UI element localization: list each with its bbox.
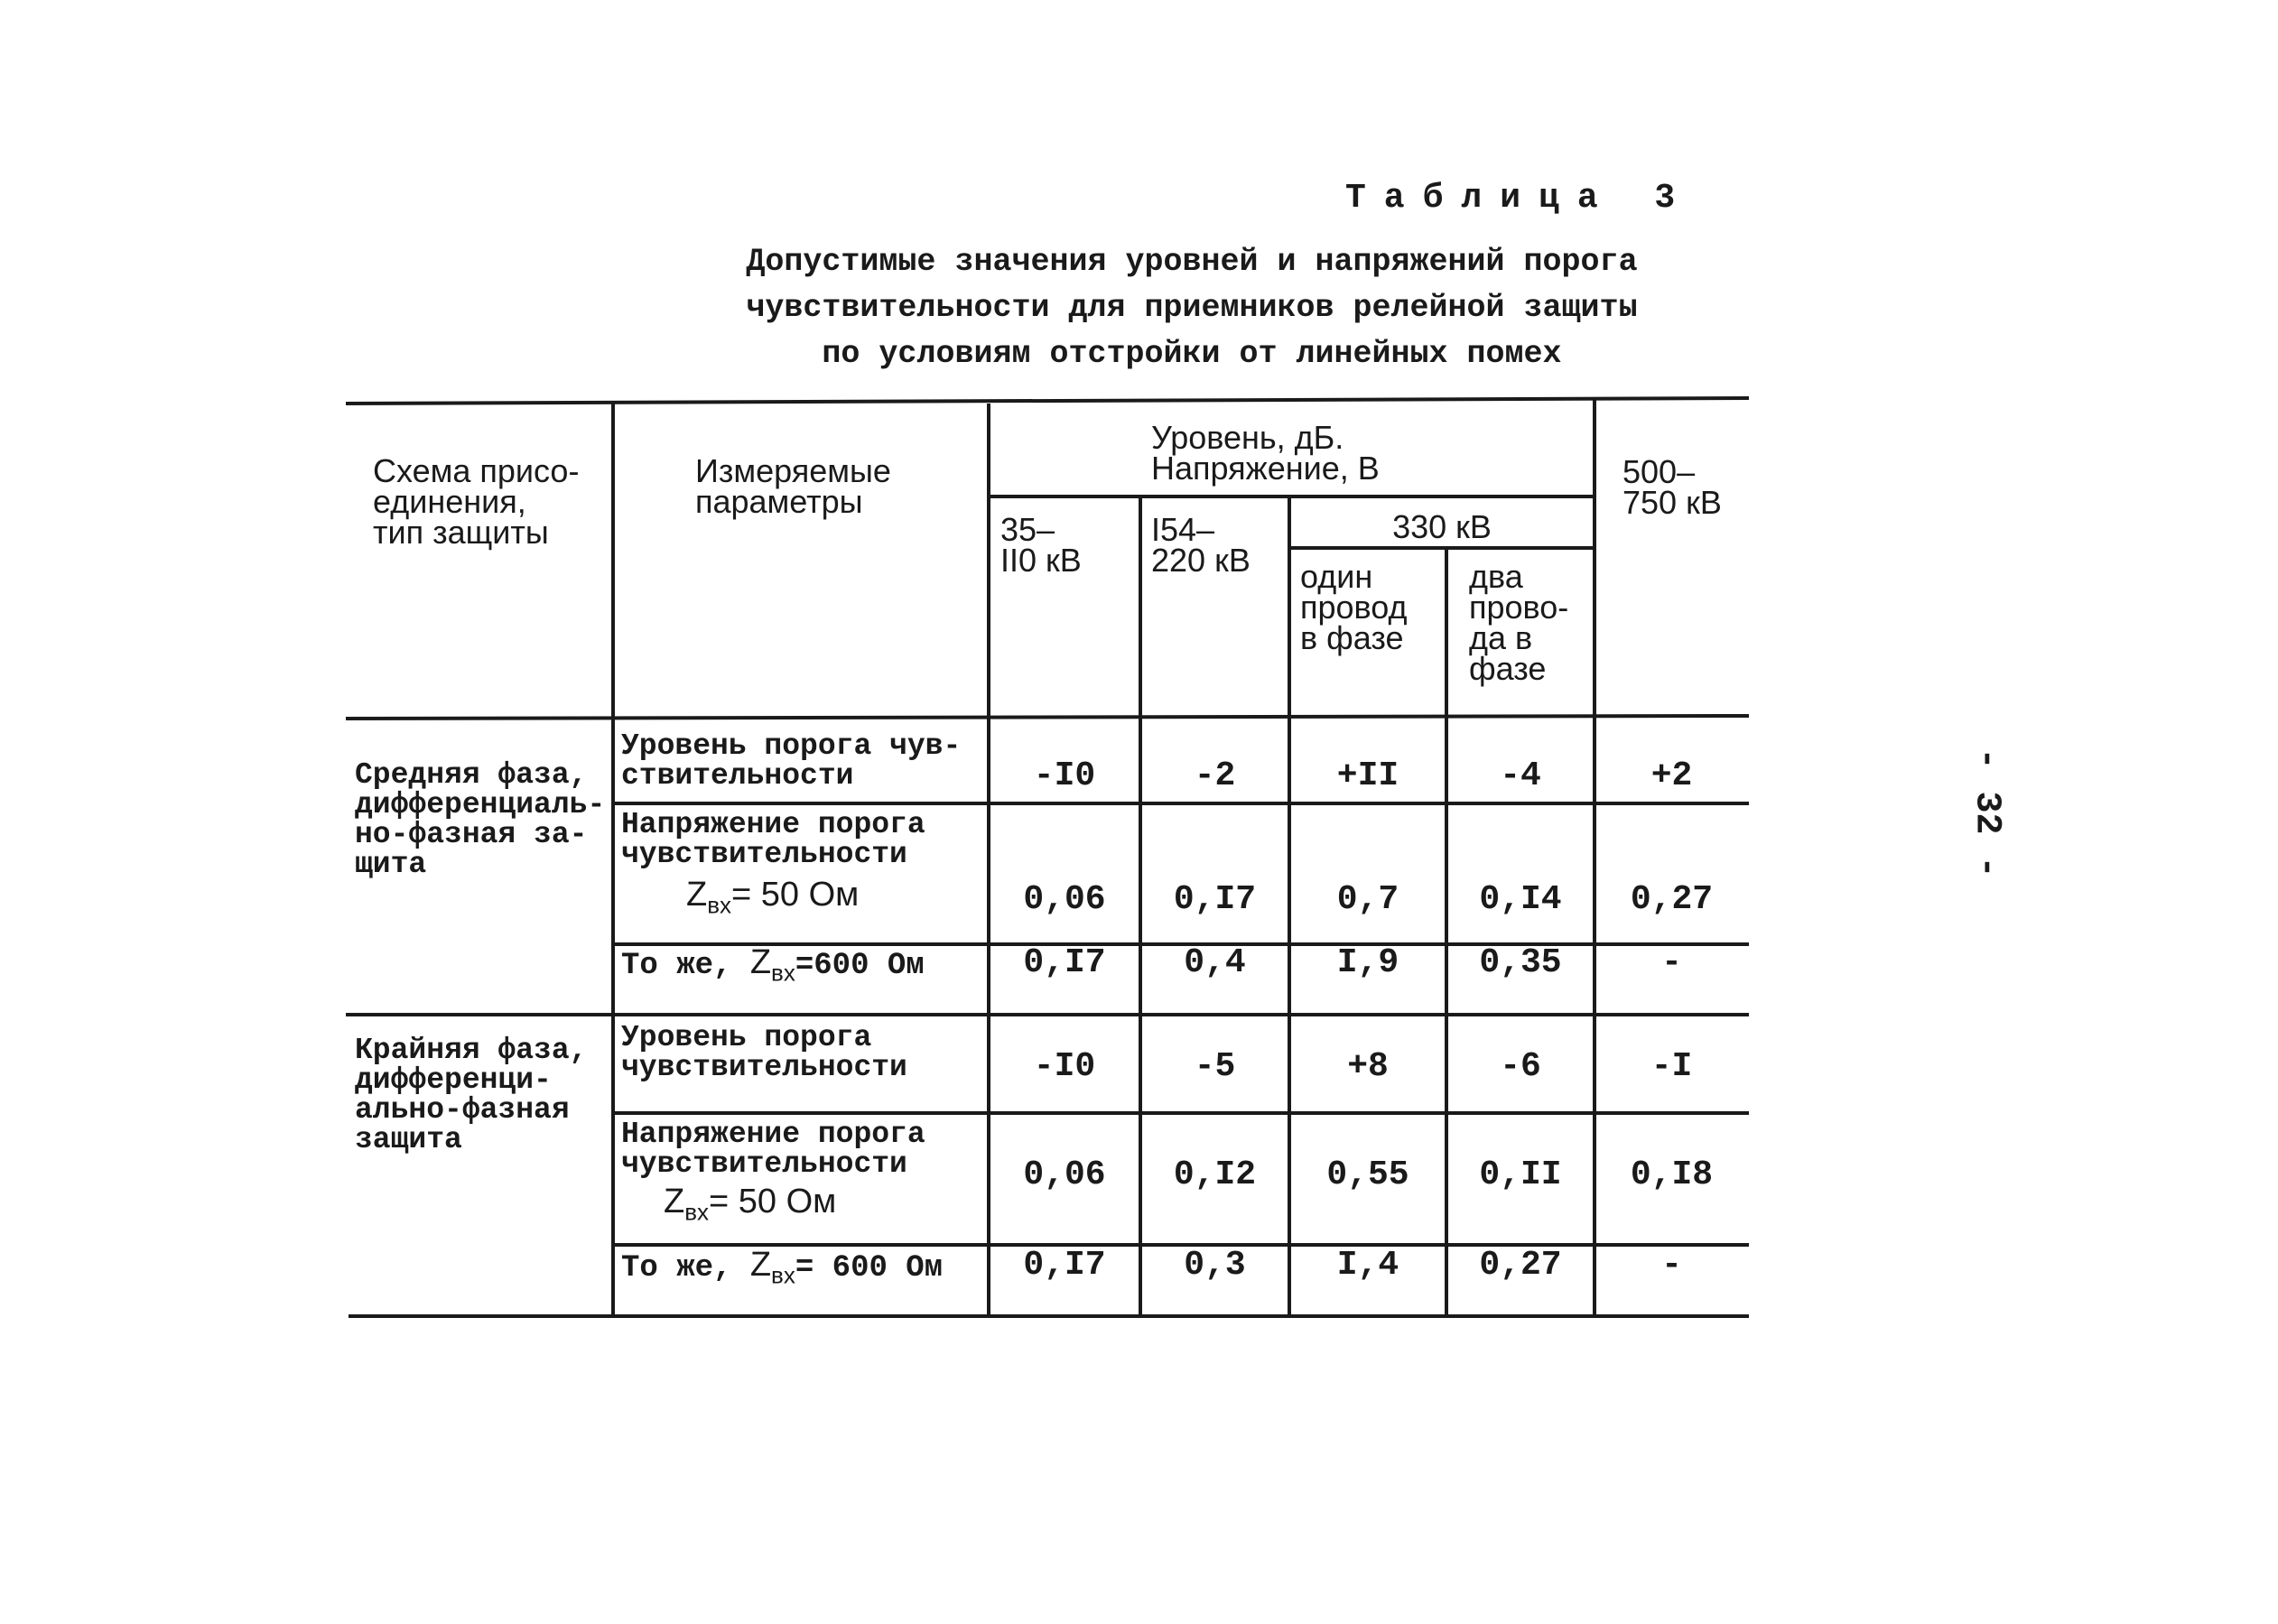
header-col-330: 330 кВ xyxy=(1392,508,1492,545)
row-param: Напряжение порога чувствительности xyxy=(621,1118,925,1181)
cell-value: 0,II xyxy=(1479,1155,1562,1194)
cell-value: 0,06 xyxy=(1023,1155,1106,1194)
cell-value: +2 xyxy=(1650,756,1693,795)
row-param-z: $Z_{вх}= 50$ Ом xyxy=(664,1183,837,1226)
row-param-same: То же, $Z_{вх}= 600$ Ом xyxy=(621,1246,944,1289)
cell-value: 0,I7 xyxy=(1173,880,1257,919)
header-level: Уровень, дБ. Напряжение, В xyxy=(1151,419,1380,487)
cell-value: -I0 xyxy=(1033,756,1096,795)
page-number-text: - 32 - xyxy=(1966,747,2007,878)
title-line: по условиям отстройки от линейных помех xyxy=(822,336,1562,372)
cell-value: 0,I2 xyxy=(1173,1155,1257,1194)
cell-value: 0,7 xyxy=(1336,880,1399,919)
header-params: Измеряемые параметры xyxy=(695,452,891,520)
cell-value: -4 xyxy=(1500,756,1541,795)
cell-value: -5 xyxy=(1194,1047,1236,1086)
cell-value: +8 xyxy=(1347,1047,1389,1086)
row-param: Уровень порога чувствительности xyxy=(621,1021,907,1084)
header-col-500-750: 500– 750 кВ xyxy=(1622,453,1722,521)
cell-value: +II xyxy=(1336,756,1399,795)
cell-value: 0,35 xyxy=(1479,943,1562,982)
row-param: Уровень порога чув- ствительности xyxy=(621,729,962,793)
cell-value: 0,I8 xyxy=(1630,1155,1714,1194)
cell-value: I,9 xyxy=(1336,943,1399,982)
header-bottom-border xyxy=(346,716,1749,719)
cell-value: -I xyxy=(1650,1047,1693,1086)
cell-value: - xyxy=(1661,943,1682,982)
cell-value: -6 xyxy=(1500,1047,1541,1086)
cell-value: - xyxy=(1661,1246,1682,1285)
group-scheme: Средняя фаза, дифференциаль- но-фазная за- щита xyxy=(355,758,606,881)
cell-value: 0,I7 xyxy=(1023,1246,1106,1285)
cell-value: -2 xyxy=(1194,756,1236,795)
header-col-35-110: 35– II0 кВ xyxy=(1000,511,1082,579)
cell-value: -I0 xyxy=(1033,1047,1096,1086)
row-param: Напряжение порога чувствительности xyxy=(621,808,925,871)
row-param-same: То же, $Z_{вх}=600$ Ом xyxy=(621,943,925,987)
table-label: Таблица 3 xyxy=(1345,179,1694,218)
header-scheme: Схема присо- единения, тип защиты xyxy=(373,452,580,551)
cell-value: 0,27 xyxy=(1630,880,1714,919)
header-col-154-220: I54– 220 кВ xyxy=(1151,511,1251,579)
header-col-330-two-wires: два прово- да в фазе xyxy=(1469,558,1569,687)
cell-value: 0,I7 xyxy=(1023,943,1106,982)
header-col-330-one-wire: один провод в фазе xyxy=(1300,558,1408,656)
group-scheme: Крайняя фаза, дифференци- ально-фазная защита xyxy=(355,1034,588,1156)
table-top-border xyxy=(346,398,1749,404)
cell-value: 0,55 xyxy=(1326,1155,1409,1194)
cell-value: 0,I4 xyxy=(1479,880,1562,919)
cell-value: 0,06 xyxy=(1023,880,1106,919)
cell-value: I,4 xyxy=(1336,1246,1399,1285)
title-line: Допустимые значения уровней и напряжений порога xyxy=(746,244,1638,280)
row-param-z: $Z_{вх}= 50$ Ом xyxy=(686,876,860,919)
cell-value: 0,4 xyxy=(1184,943,1246,982)
title-line: чувствительности для приемников релейной защиты xyxy=(746,290,1638,326)
cell-value: 0,27 xyxy=(1479,1246,1562,1285)
cell-value: 0,3 xyxy=(1184,1246,1246,1285)
